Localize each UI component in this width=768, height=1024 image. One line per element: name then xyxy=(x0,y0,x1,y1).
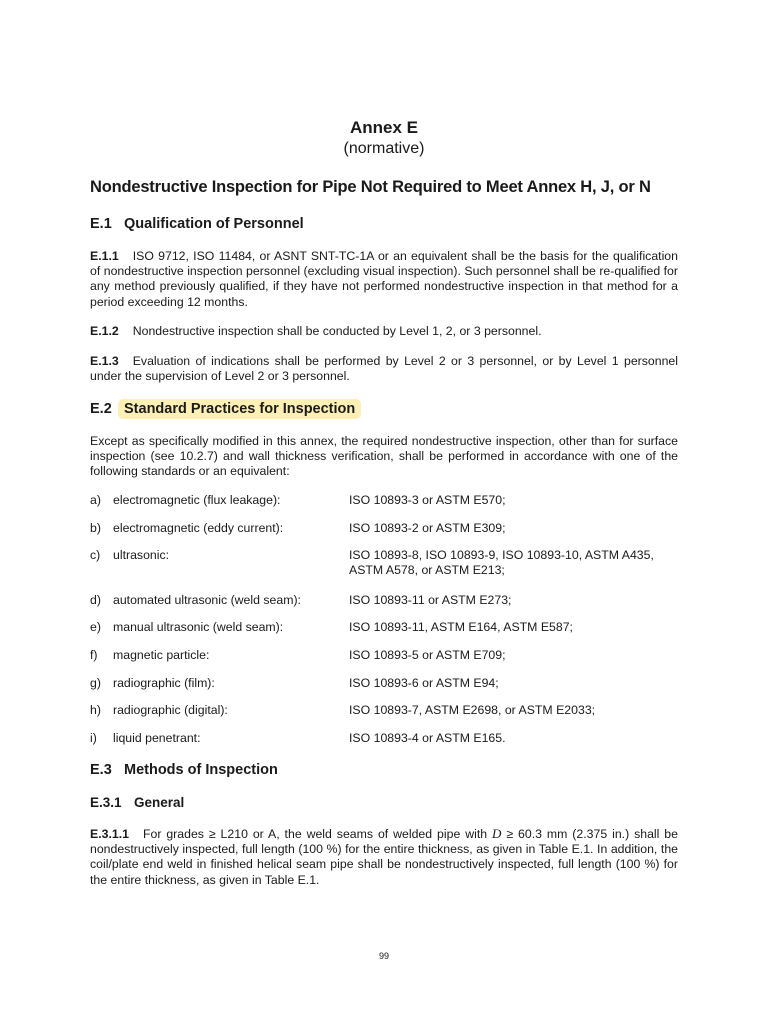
paragraph-text-post: ≥ 60.3 mm (2.375 in.) shall be nondestructively inspected, full length (100 %) for the entire thickness, as given in Table E.1. In addition, the coil/plate end weld in finished helical seam pipe shall be nondestructively inspected, full length (100 %) for the entire thickness, as given in Table E.1. xyxy=(90,827,678,887)
inspection-method: electromagnetic (flux leakage): xyxy=(113,493,281,507)
annex-subtitle: (normative) xyxy=(343,140,425,157)
list-item-letter: f) xyxy=(90,648,98,662)
standard-reference: ISO 10893-4 or ASTM E165. xyxy=(349,731,506,745)
diameter-variable: D xyxy=(492,826,502,841)
inspection-method: liquid penetrant: xyxy=(113,731,201,745)
section-title: Methods of Inspection xyxy=(124,762,278,778)
paragraph-text: ISO 9712, ISO 11484, or ASNT SNT-TC-1A or an equivalent shall be the basis for the qualification of nondestructive inspection personnel (excluding visual inspection). Such personnel shall be re-qualified for any method previously qualified, if they have not performed nondestructive inspection in that method for a period exceeding 12 months. xyxy=(90,249,678,309)
paragraph-number: E.1.2 xyxy=(90,324,119,338)
section-heading-e3-1 xyxy=(90,795,184,810)
section-number: E.3 xyxy=(90,762,112,778)
paragraph-text: Except as specifically modified in this annex, the required nondestructive inspection, other than for surface inspection (see 10.2.7) and wall thickness verification, shall be performed in accordance with one of the following standards or an equivalent: xyxy=(90,434,678,479)
paragraph-text: Nondestructive inspection shall be conducted by Level 1, 2, or 3 personnel. xyxy=(132,324,542,338)
highlighted-section-title: Standard Practices for Inspection xyxy=(118,399,361,419)
section-number: E.2 xyxy=(90,401,112,417)
paragraph-number: E.1.3 xyxy=(90,354,119,368)
section-title: General xyxy=(134,795,185,810)
paragraph-number: E.1.1 xyxy=(90,249,119,263)
standard-reference: ISO 10893-6 or ASTM E94; xyxy=(349,676,499,690)
inspection-method: radiographic (film): xyxy=(113,676,215,690)
paragraph-e2-intro xyxy=(90,434,678,480)
standard-reference: ISO 10893-11, ASTM E164, ASTM E587; xyxy=(349,620,573,634)
list-item-letter: a) xyxy=(90,493,101,507)
section-heading-e3 xyxy=(90,762,278,778)
standard-reference: ISO 10893-7, ASTM E2698, or ASTM E2033; xyxy=(349,703,596,717)
section-title: Qualification of Personnel xyxy=(124,216,304,232)
standard-reference: ISO 10893-2 or ASTM E309; xyxy=(349,521,506,535)
list-item-letter: i) xyxy=(90,731,97,745)
standard-reference: ISO 10893-8, ISO 10893-9, ISO 10893-10, ASTM A435, ASTM A578, or ASTM E213; xyxy=(349,548,654,578)
list-item-letter: c) xyxy=(90,548,101,562)
section-heading-e1 xyxy=(90,216,304,232)
document-title: Nondestructive Inspection for Pipe Not Required to Meet Annex H, J, or N xyxy=(90,178,651,196)
inspection-method: radiographic (digital): xyxy=(113,703,228,717)
section-number: E.3.1 xyxy=(90,795,122,810)
section-number: E.1 xyxy=(90,216,112,232)
list-item-letter: h) xyxy=(90,703,101,717)
paragraph-e1-2 xyxy=(90,324,678,339)
standard-reference: ISO 10893-11 or ASTM E273; xyxy=(349,593,512,607)
paragraph-text-pre: For grades ≥ L210 or A, the weld seams of welded pipe with xyxy=(142,827,493,841)
list-item-letter: g) xyxy=(90,676,101,690)
paragraph-text: Evaluation of indications shall be performed by Level 2 or 3 personnel, or by Level 1 personnel under the supervision of Level 2 or 3 personnel. xyxy=(90,354,678,384)
standard-reference: ISO 10893-5 or ASTM E709; xyxy=(349,648,506,662)
inspection-method: manual ultrasonic (weld seam): xyxy=(113,620,284,634)
inspection-method: automated ultrasonic (weld seam): xyxy=(113,593,301,607)
inspection-method: magnetic particle: xyxy=(113,648,210,662)
section-heading-e2 xyxy=(90,401,361,417)
inspection-method: electromagnetic (eddy current): xyxy=(113,521,284,535)
list-item-letter: e) xyxy=(90,620,101,634)
standard-reference: ISO 10893-3 or ASTM E570; xyxy=(349,493,506,507)
list-item-letter: d) xyxy=(90,593,101,607)
paragraph-number: E.3.1.1 xyxy=(90,827,129,841)
page-number: 99 xyxy=(378,951,389,961)
paragraph-e1-1 xyxy=(90,249,678,310)
list-item-letter: b) xyxy=(90,521,101,535)
inspection-method: ultrasonic: xyxy=(113,548,170,562)
paragraph-e3-1-1 xyxy=(90,826,678,888)
paragraph-e1-3 xyxy=(90,354,678,384)
annex-title: Annex E xyxy=(349,118,419,137)
